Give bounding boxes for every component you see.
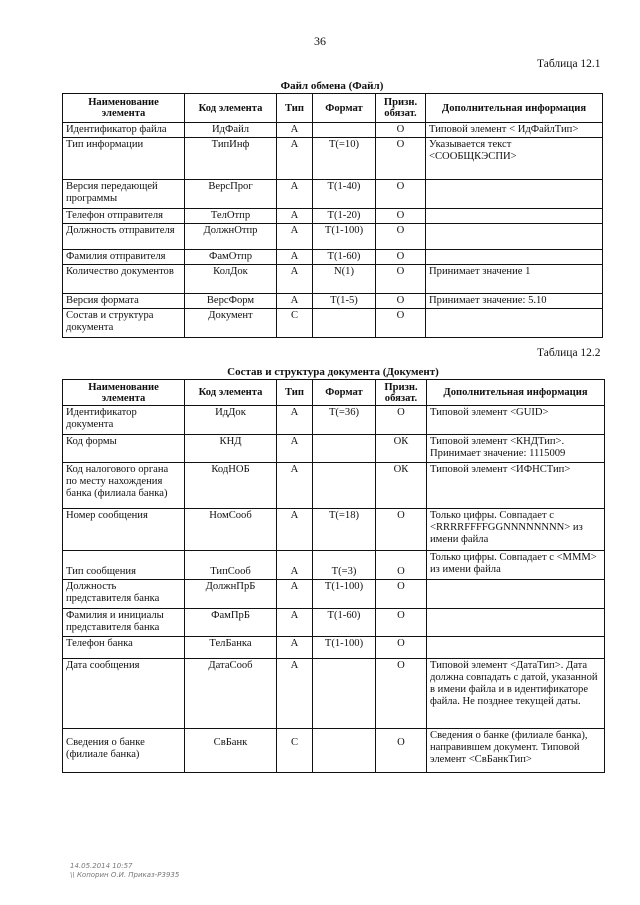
table-row [63, 609, 605, 637]
cell-type: А [277, 180, 313, 209]
cell-code: ТипСооб [185, 551, 277, 580]
cell-name: Телефон отправителя [63, 209, 185, 224]
cell-info: Типовой элемент <ДатаТип>. Дата должна совпадать с датой, указанной в имени файла и в идентификаторе файла. Не позднее текущей даты. [427, 659, 605, 729]
cell-required: О [376, 609, 427, 637]
table-row [63, 180, 603, 209]
header-type: Тип [277, 380, 313, 406]
table-2-label: Таблица 12.2 [537, 347, 601, 359]
header-required: Призн. обязат. [376, 380, 427, 406]
cell-code: ИдФайл [185, 123, 277, 138]
table-row [63, 294, 603, 309]
table-row [63, 265, 603, 294]
cell-name: Идентификатор документа [63, 406, 185, 435]
cell-code: ТипИнф [185, 138, 277, 180]
cell-name: Состав и структура документа [63, 309, 185, 338]
cell-info [426, 180, 603, 209]
cell-code: СвБанк [185, 729, 277, 773]
table-row [63, 580, 605, 609]
cell-format [313, 463, 376, 509]
cell-format [313, 659, 376, 729]
cell-name: Код формы [63, 435, 185, 463]
table-file-exchange [62, 93, 603, 338]
cell-required: О [376, 265, 426, 294]
cell-code: ВерсПрог [185, 180, 277, 209]
cell-info [427, 637, 605, 659]
cell-format [313, 309, 376, 338]
cell-format [313, 729, 376, 773]
table-row [63, 209, 603, 224]
cell-name: Сведения о банке (филиале банка) [63, 729, 185, 773]
cell-format: Т(=36) [313, 406, 376, 435]
header-format: Формат [313, 380, 376, 406]
cell-required: О [376, 729, 427, 773]
cell-name: Должность представителя банка [63, 580, 185, 609]
cell-required: О [376, 250, 426, 265]
table-row [63, 309, 603, 338]
print-stamp [70, 862, 179, 880]
cell-type: А [277, 609, 313, 637]
cell-required: О [376, 637, 427, 659]
header-info: Дополнительная информация [426, 94, 603, 123]
cell-info [427, 580, 605, 609]
cell-name: Версия передающей программы [63, 180, 185, 209]
table-row [63, 659, 605, 729]
cell-name: Фамилия отправителя [63, 250, 185, 265]
cell-info [426, 224, 603, 250]
cell-type: А [277, 138, 313, 180]
cell-format: Т(1-100) [313, 637, 376, 659]
cell-type: А [277, 435, 313, 463]
cell-required: ОК [376, 463, 427, 509]
cell-required: О [376, 551, 427, 580]
table-row [63, 224, 603, 250]
table-document-structure [62, 379, 605, 773]
header-info: Дополнительная информация [427, 380, 605, 406]
cell-required: О [376, 123, 426, 138]
cell-format: Т(=10) [313, 138, 376, 180]
cell-required: О [376, 209, 426, 224]
table-row [63, 250, 603, 265]
cell-required: О [376, 138, 426, 180]
cell-info: Сведения о банке (филиале банка), направившем документ. Типовой элемент <СвБанкТип> [427, 729, 605, 773]
cell-type: А [277, 580, 313, 609]
cell-code: КНД [185, 435, 277, 463]
cell-type: А [277, 224, 313, 250]
print-stamp-user: \\ Копорин О.И. Приказ-Р3935 [70, 871, 180, 879]
table-row [63, 406, 605, 435]
cell-required: О [376, 294, 426, 309]
cell-type: С [277, 729, 313, 773]
cell-info: Принимает значение: 5.10 [426, 294, 603, 309]
page-number: 36 [314, 34, 326, 48]
cell-info: Только цифры. Совпадает с <RRRRFFFFGGNNNNNNNN> из имени файла [427, 509, 605, 551]
header-name: Наименование элемента [63, 94, 185, 123]
cell-type: А [277, 463, 313, 509]
cell-format: Т(1-40) [313, 180, 376, 209]
header-name: Наименование элемента [63, 380, 185, 406]
cell-code: КолДок [185, 265, 277, 294]
cell-code: ФамОтпр [185, 250, 277, 265]
cell-format: Т(1-100) [313, 580, 376, 609]
cell-type: А [277, 265, 313, 294]
cell-code: ТелБанка [185, 637, 277, 659]
cell-code: КодНОБ [185, 463, 277, 509]
cell-info: Принимает значение 1 [426, 265, 603, 294]
cell-code: НомСооб [185, 509, 277, 551]
cell-format: N(1) [313, 265, 376, 294]
table-1-label: Таблица 12.1 [537, 58, 601, 70]
cell-required: О [376, 406, 427, 435]
cell-required: О [376, 180, 426, 209]
header-code: Код элемента [185, 94, 277, 123]
cell-required: О [376, 580, 427, 609]
cell-type: А [277, 123, 313, 138]
cell-name: Идентификатор файла [63, 123, 185, 138]
cell-format [313, 435, 376, 463]
header-required: Призн. обязат. [376, 94, 426, 123]
cell-format [313, 123, 376, 138]
cell-format: Т(1-20) [313, 209, 376, 224]
table-row [63, 551, 605, 580]
cell-info: Типовой элемент <КНДТип>. Принимает значение: 1115009 [427, 435, 605, 463]
cell-code: Документ [185, 309, 277, 338]
cell-name: Дата сообщения [63, 659, 185, 729]
cell-name: Количество документов [63, 265, 185, 294]
cell-format: Т(=3) [313, 551, 376, 580]
header-format: Формат [313, 94, 376, 123]
cell-code: ФамПрБ [185, 609, 277, 637]
cell-format: Т(1-5) [313, 294, 376, 309]
table-row [63, 729, 605, 773]
cell-required: О [376, 659, 427, 729]
table-2-title: Состав и структура документа (Документ) [227, 366, 439, 378]
cell-format: Т(=18) [313, 509, 376, 551]
cell-info [426, 309, 603, 338]
cell-info [426, 250, 603, 265]
cell-required: ОК [376, 435, 427, 463]
cell-code: ТелОтпр [185, 209, 277, 224]
cell-type: А [277, 209, 313, 224]
cell-name: Код налогового органа по месту нахождения банка (филиала банка) [63, 463, 185, 509]
cell-format: Т(1-60) [313, 609, 376, 637]
cell-required: О [376, 509, 427, 551]
cell-info: Типовой элемент <GUID> [427, 406, 605, 435]
cell-name: Номер сообщения [63, 509, 185, 551]
table-1-title: Файл обмена (Файл) [280, 80, 384, 92]
cell-name: Фамилия и инициалы представителя банка [63, 609, 185, 637]
table-row [63, 637, 605, 659]
cell-code: ДолжнПрБ [185, 580, 277, 609]
cell-required: О [376, 309, 426, 338]
cell-info: Только цифры. Совпадает с <МММ> из имени файла [427, 551, 605, 580]
print-stamp-date: 14.05.2014 10:57 [70, 862, 133, 870]
cell-type: А [277, 659, 313, 729]
cell-name: Тип сообщения [63, 551, 185, 580]
cell-type: А [277, 637, 313, 659]
cell-type: А [277, 294, 313, 309]
cell-info: Типовой элемент <ИФНСТип> [427, 463, 605, 509]
table-row [63, 509, 605, 551]
cell-code: ДатаСооб [185, 659, 277, 729]
header-code: Код элемента [185, 380, 277, 406]
cell-type: А [277, 406, 313, 435]
table-row [63, 435, 605, 463]
cell-type: А [277, 250, 313, 265]
cell-info [427, 609, 605, 637]
cell-name: Телефон банка [63, 637, 185, 659]
cell-type: С [277, 309, 313, 338]
cell-required: О [376, 224, 426, 250]
cell-code: ДолжнОтпр [185, 224, 277, 250]
cell-format: Т(1-100) [313, 224, 376, 250]
table-row [63, 138, 603, 180]
cell-name: Версия формата [63, 294, 185, 309]
cell-name: Тип информации [63, 138, 185, 180]
cell-info: Указывается текст <СООБЩКЭСПИ> [426, 138, 603, 180]
cell-format: Т(1-60) [313, 250, 376, 265]
cell-name: Должность отправителя [63, 224, 185, 250]
table-row [63, 463, 605, 509]
cell-info: Типовой элемент < ИдФайлТип> [426, 123, 603, 138]
cell-info [426, 209, 603, 224]
header-type: Тип [277, 94, 313, 123]
cell-code: ИдДок [185, 406, 277, 435]
cell-type: А [277, 551, 313, 580]
cell-type: А [277, 509, 313, 551]
table-row [63, 123, 603, 138]
cell-code: ВерсФорм [185, 294, 277, 309]
